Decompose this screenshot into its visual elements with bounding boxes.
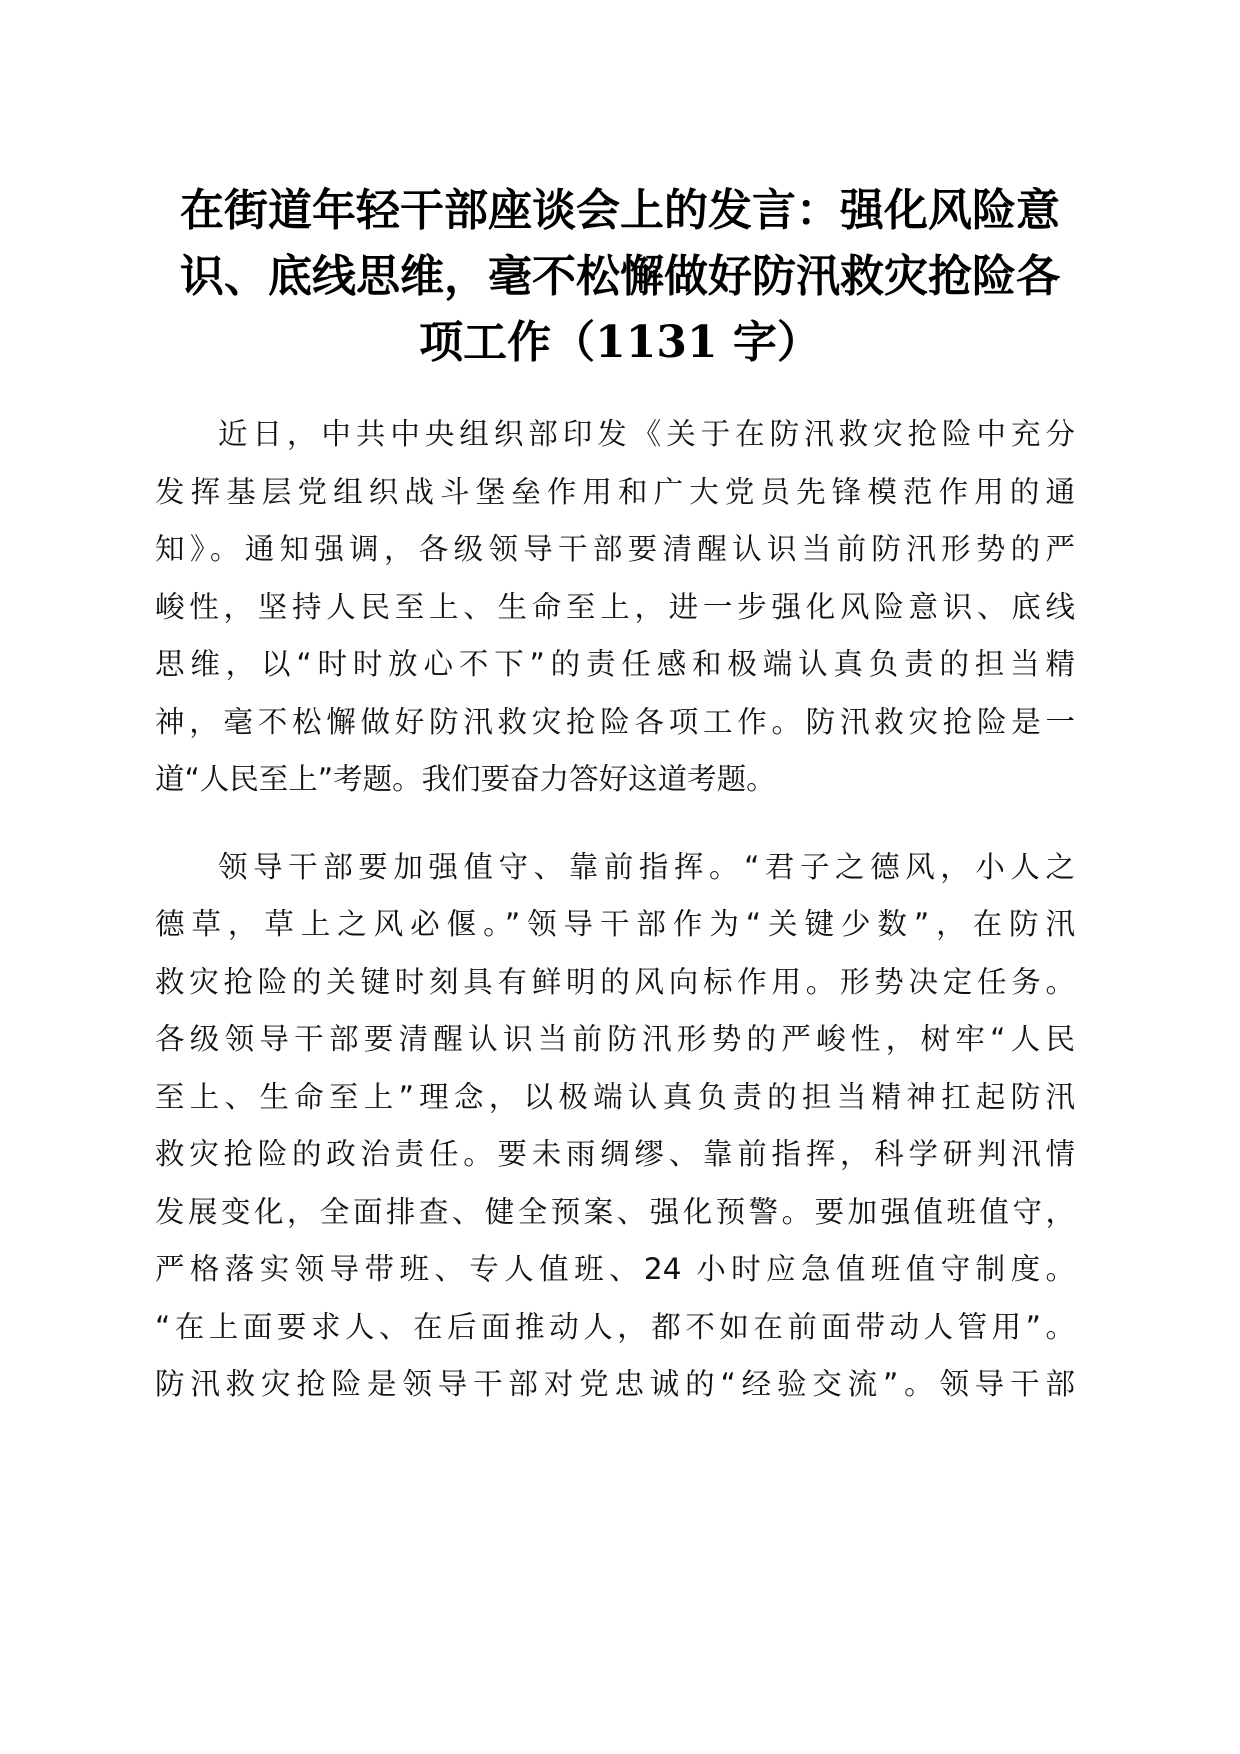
text-line: “在上面要求人、在后面推动人，都不如在前面带动人管用”。 [155,1309,1075,1344]
text-line: 知》。通知强调，各级领导干部要清醒认识当前防汛形势的严 [155,532,1075,566]
title-line: 识、底线思维，毫不松懈做好防汛救灾抢险各 [180,251,1060,302]
text-line: 救灾抢险的政治责任。要未雨绸缪、靠前指挥，科学研判汛情 [155,1137,1075,1171]
text-line: 至上、生命至上”理念，以极端认真负责的担当精神扛起防汛 [155,1079,1075,1114]
text-line: 防汛救灾抢险是领导干部对党忠诚的“经验交流”。领导干部 [155,1367,1075,1401]
document-title [150,178,1090,376]
text-line: 思维，以“时时放心不下”的责任感和极端认真负责的担当精 [155,647,1075,681]
document-body [155,406,1075,1444]
text-line: 道“人民至上”考题。我们要奋力答好这道考题。 [155,762,776,796]
paragraph-2 [155,839,1075,1414]
title-line: 在街道年轻干部座谈会上的发言：强化风险意 [180,185,1060,236]
text-line: 各级领导干部要清醒认识当前防汛形势的严峻性，树牢“人民 [155,1022,1075,1056]
text-line: 严格落实领导带班、专人值班、24 小时应急值班值守制度。 [155,1252,1075,1286]
text-line: 德草，草上之风必偃。”领导干部作为“关键少数”，在防汛 [155,907,1075,941]
paragraph-1 [155,406,1075,809]
text-line: 近日，中共中央组织部印发《关于在防汛救灾抢险中充分 [218,417,1075,451]
text-line: 神，毫不松懈做好防汛救灾抢险各项工作。防汛救灾抢险是一 [155,704,1075,739]
title-line: 项工作（1131 字） [419,317,821,368]
text-line: 发挥基层党组织战斗堡垒作用和广大党员先锋模范作用的通 [155,474,1075,509]
text-line: 领导干部要加强值守、靠前指挥。“君子之德风，小人之 [218,849,1075,884]
text-line: 发展变化，全面排查、健全预案、强化预警。要加强值班值守， [155,1194,1075,1229]
text-line: 峻性，坚持人民至上、生命至上，进一步强化风险意识、底线 [155,589,1075,624]
text-line: 救灾抢险的关键时刻具有鲜明的风向标作用。形势决定任务。 [155,964,1075,999]
